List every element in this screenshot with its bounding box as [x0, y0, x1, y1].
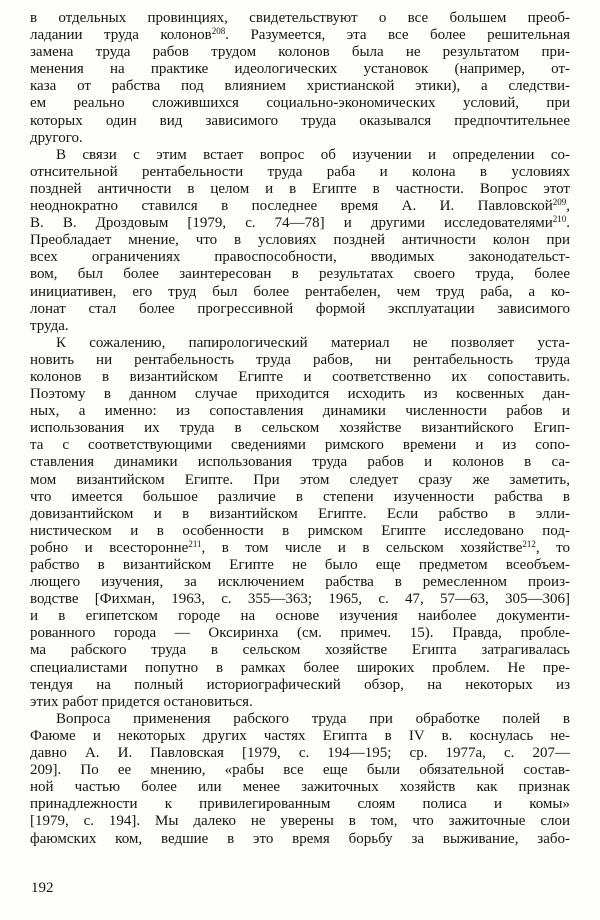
text-line: поздней античности в целом и в Египте в частности. Вопрос этот: [30, 180, 570, 197]
text-line: водстве [Фихман, 1963, с. 355—363; 1965, с. 47, 57—63, 305—306]: [30, 591, 570, 608]
text-line: ма рабского труда в сельском хозяйстве Египта затрагивалась: [30, 642, 570, 659]
text-line: неоднократно ставился в последнее время А. И. Павловской$^{209}$,: [30, 197, 570, 215]
text-line: менения на практике идеологических установок (например, от-: [30, 61, 570, 78]
text-line: что имеется большое различие в степени изученности рабства в: [30, 488, 570, 505]
paragraph: [30, 335, 570, 711]
text-line: специалистами попутно в рамках более широких проблем. Не пре-: [30, 659, 570, 676]
text-line: ем реально сложившихся социально-экономических условий, при: [30, 95, 570, 112]
text-line: 209]. По ее мнению, «рабы все еще были обязательной состав-: [30, 762, 570, 779]
footnote-ref: 210: [552, 214, 567, 225]
text-line: К сожалению, папирологический материал не позволяет уста-: [56, 334, 570, 351]
text-line: мом византийском Египте. При этом следует сразу же заметить,: [30, 471, 570, 488]
text-line: в отдельных провинциях, свидетельствуют о все большем преоб-: [30, 10, 570, 26]
text-line: всех ограничениях правоспособности, вводимых законодательст-: [30, 249, 570, 266]
text-line: [1979, с. 194]. Мы далеко не уверены в том, что зажиточные слои: [30, 813, 570, 830]
paragraph: [30, 711, 570, 848]
text-line: труда.: [30, 317, 69, 334]
text-line: Поэтому в данном случае приходится исходить из косвенных дан-: [30, 386, 570, 403]
text-line: и в египетском городе на основе изучения наиболее документи-: [30, 608, 570, 625]
text-line: ставления динамики использования труда рабов и колонов в са-: [30, 454, 570, 471]
text-line: ладании труда колонов$^{208}$. Разумеется, эта все более решительная: [30, 26, 570, 44]
text-line: лющего изучения, за исключением рабства в ремесленном произ-: [30, 574, 570, 591]
text-line: вом, был более заинтересован в результатах своего труда, более: [30, 266, 570, 283]
page-body: [30, 10, 570, 848]
text-line: довизантийском и в византийском Египте. Если рабство в элли-: [30, 505, 570, 522]
text-line: В связи с этим встает вопрос об изучении и определении со-: [56, 146, 570, 163]
text-line: тендуя на полный историографический обзор, на некоторых из: [30, 676, 570, 693]
text-line: та с соответствующими сведениями римского времени и из сопо-: [30, 437, 570, 454]
text-line: отнсительной рентабельности труда раба и колона в условиях: [30, 163, 570, 180]
text-line: рабство в византийском Египте не было еще предметом всеобъем-: [30, 557, 570, 573]
text-line: лонат стал более прогрессивной формой эксплуатации зависимого: [30, 300, 570, 317]
text-line: Преобладает мнение, что в условиях поздней античности колон при: [30, 232, 570, 249]
text-line: нистическом и в особенности в римском Египте исследовано под-: [30, 522, 570, 539]
text-line: которых один вид зависимого труда оказывался предпочтительнее: [30, 112, 570, 129]
text-line: инициативен, его труд был более рентабелен, чем труд раба, а ко-: [30, 283, 570, 300]
text-line: В. В. Дроздовым [1979, с. 74—78] и другими исследователями$^{210}$.: [30, 214, 570, 232]
text-line: робно и всесторонне$^{211}$, в том числе и в сельском хозяйстве$^{212}$, то: [30, 538, 571, 556]
text-line: новить ни рентабельность труда рабов, ни рентабельность труда: [30, 351, 570, 368]
text-line: этих работ придется остановиться.: [30, 693, 253, 710]
page-number: 192: [31, 880, 54, 896]
text-line: рованного города — Оксиринха (см. примеч. 15). Правда, пробле-: [30, 625, 570, 642]
text-line: Вопроса применения рабского труда при обработке полей в: [56, 710, 570, 727]
text-line: принадлежности к привилегированным слоям полиса и комы»: [30, 796, 570, 813]
text-line: фаюмских ком, ведшие в это время борьбу за выживание, забо-: [30, 830, 570, 847]
text-line: колонов в византийском Египте и соответственно их сопоставить.: [30, 368, 570, 385]
text-line: Фаюме и некоторых других частях Египта в IV в. коснулась не-: [30, 727, 570, 744]
footnote-ref: 208: [211, 26, 226, 37]
footnote-ref: 212: [522, 538, 536, 549]
text-line: использования их труда в сельском хозяйстве византийского Егип-: [30, 420, 570, 437]
footnote-ref: 209: [552, 197, 567, 208]
text-line: ной частью более или менее зажиточных хозяйств как признак: [30, 779, 570, 796]
footnote-ref: 211: [188, 538, 202, 549]
text-line: замена труда рабов трудом колонов была не результатом при-: [30, 44, 570, 61]
text-line: ных, а именно: из сопоставления динамики численности рабов и: [30, 403, 570, 420]
paragraph: [30, 10, 570, 147]
text-line: давно А. И. Павловская [1979, с. 194—195; ср. 1977а, с. 207—: [30, 745, 570, 762]
text-line: другого.: [30, 129, 83, 146]
paragraph: [30, 147, 570, 335]
text-line: каза от рабства под влиянием христианской этики), а следстви-: [30, 78, 570, 95]
